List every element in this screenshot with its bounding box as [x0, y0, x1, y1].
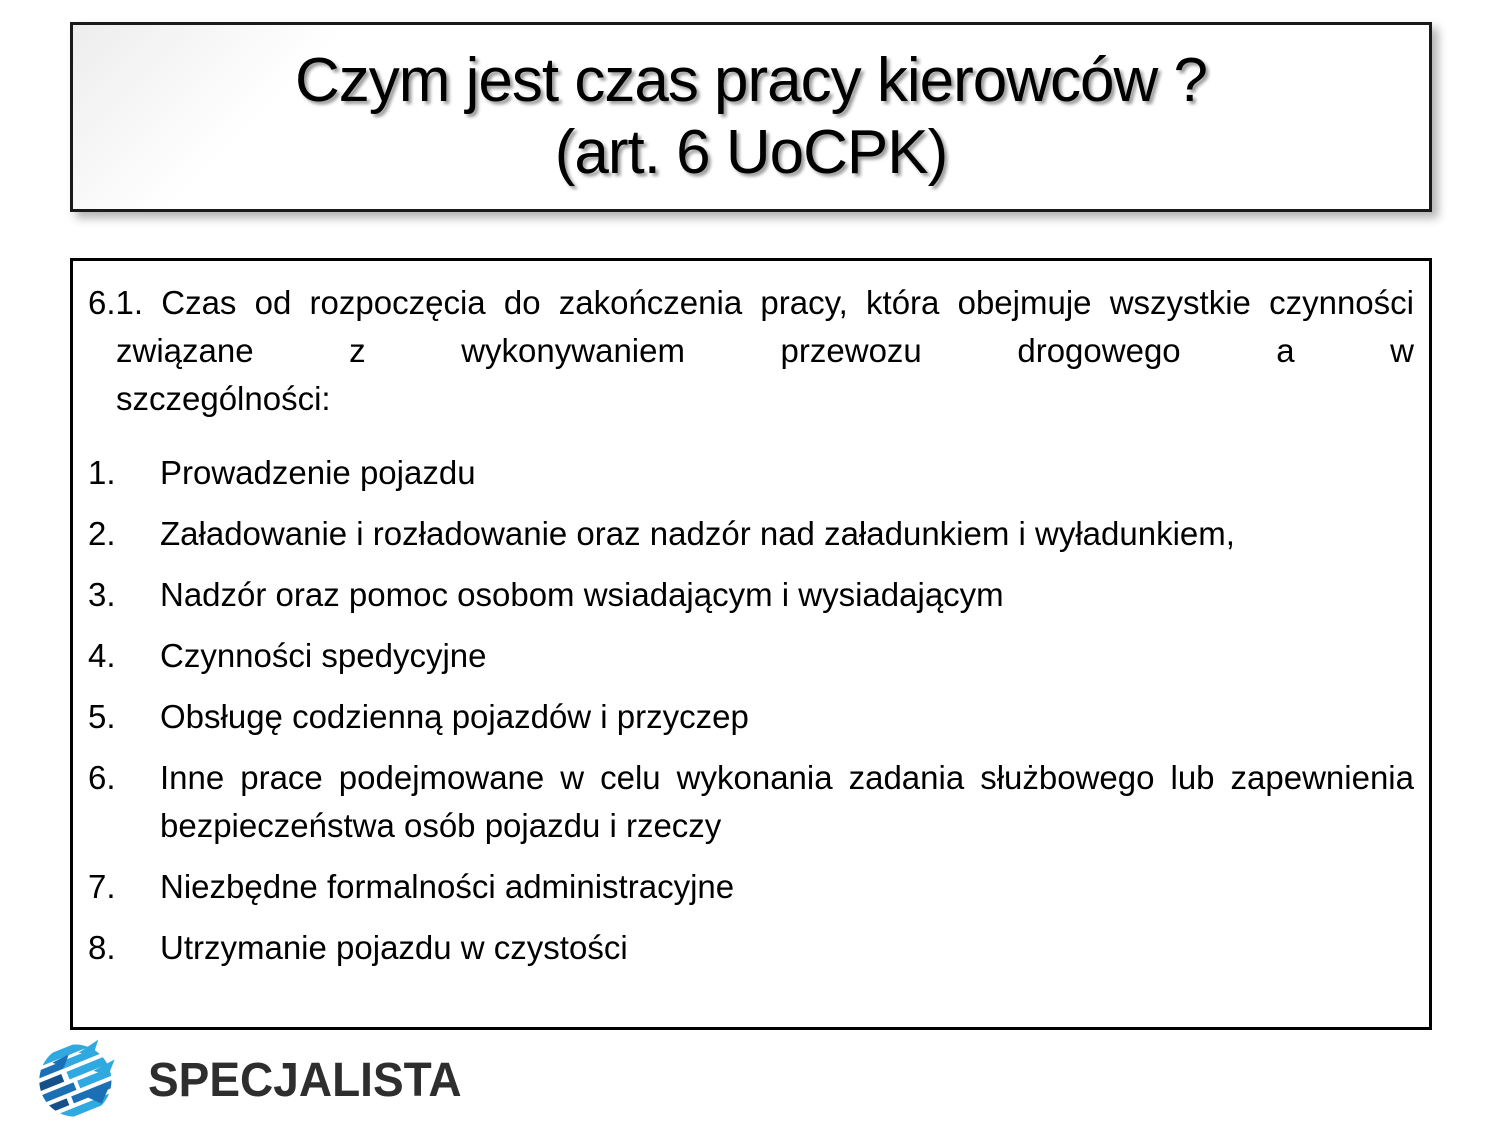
list-item: [88, 632, 1414, 680]
logo-wordmark: SPECJALISTA: [148, 1051, 462, 1107]
list-item-number: 7.: [88, 868, 116, 905]
list-item: [88, 863, 1414, 911]
list-item-number: 8.: [88, 929, 116, 966]
slide-title-line2: (art. 6 UoCPK): [554, 118, 948, 187]
slide-title-line1: Czym jest czas pracy kierowców ?: [294, 46, 1208, 115]
list-item-text: Nadzór oraz pomoc osobom wsiadającym i wysiadającym: [160, 576, 1004, 613]
list-item-text: Prowadzenie pojazdu: [160, 454, 476, 491]
list-item-number: 2.: [88, 515, 116, 552]
intro-paragraph-tail: szczególności:: [116, 380, 331, 417]
list-item-number: 4.: [88, 637, 116, 674]
list-item: [88, 924, 1414, 972]
intro-paragraph: 6.1. Czas od rozpoczęcia do zakończenia pracy, która obejmuje wszystkie czynności związane z wykonywaniem przewozu drogowego a w: [88, 284, 1414, 369]
logo: [36, 1038, 462, 1120]
list-item-number: 1.: [88, 454, 116, 491]
list-item: [88, 510, 1414, 558]
list-item: [88, 571, 1414, 619]
list-item: [88, 693, 1414, 741]
list-item-number: 5.: [88, 698, 116, 735]
list-item: [88, 449, 1414, 497]
list-item-text: Czynności spedycyjne: [160, 637, 487, 674]
list-item-text: Niezbędne formalności administracyjne: [160, 868, 735, 905]
list-item-text: Utrzymanie pojazdu w czystości: [160, 929, 628, 966]
list-item-number: 6.: [88, 759, 116, 796]
globe-arrows-icon: [36, 1038, 118, 1120]
list-item-number: 3.: [88, 576, 116, 613]
body-box: [70, 258, 1432, 1030]
list-item-text: Obsługę codzienną pojazdów i przyczep: [160, 698, 749, 735]
list-item-text: Inne prace podejmowane w celu wykonania zadania służbowego lub zapewnienia bezpieczeństwa osób pojazdu i rzeczy: [160, 759, 1414, 844]
list-item: [88, 754, 1414, 850]
list-item-text: Załadowanie i rozładowanie oraz nadzór nad załadunkiem i wyładunkiem,: [160, 515, 1235, 552]
title-box: [70, 22, 1432, 212]
